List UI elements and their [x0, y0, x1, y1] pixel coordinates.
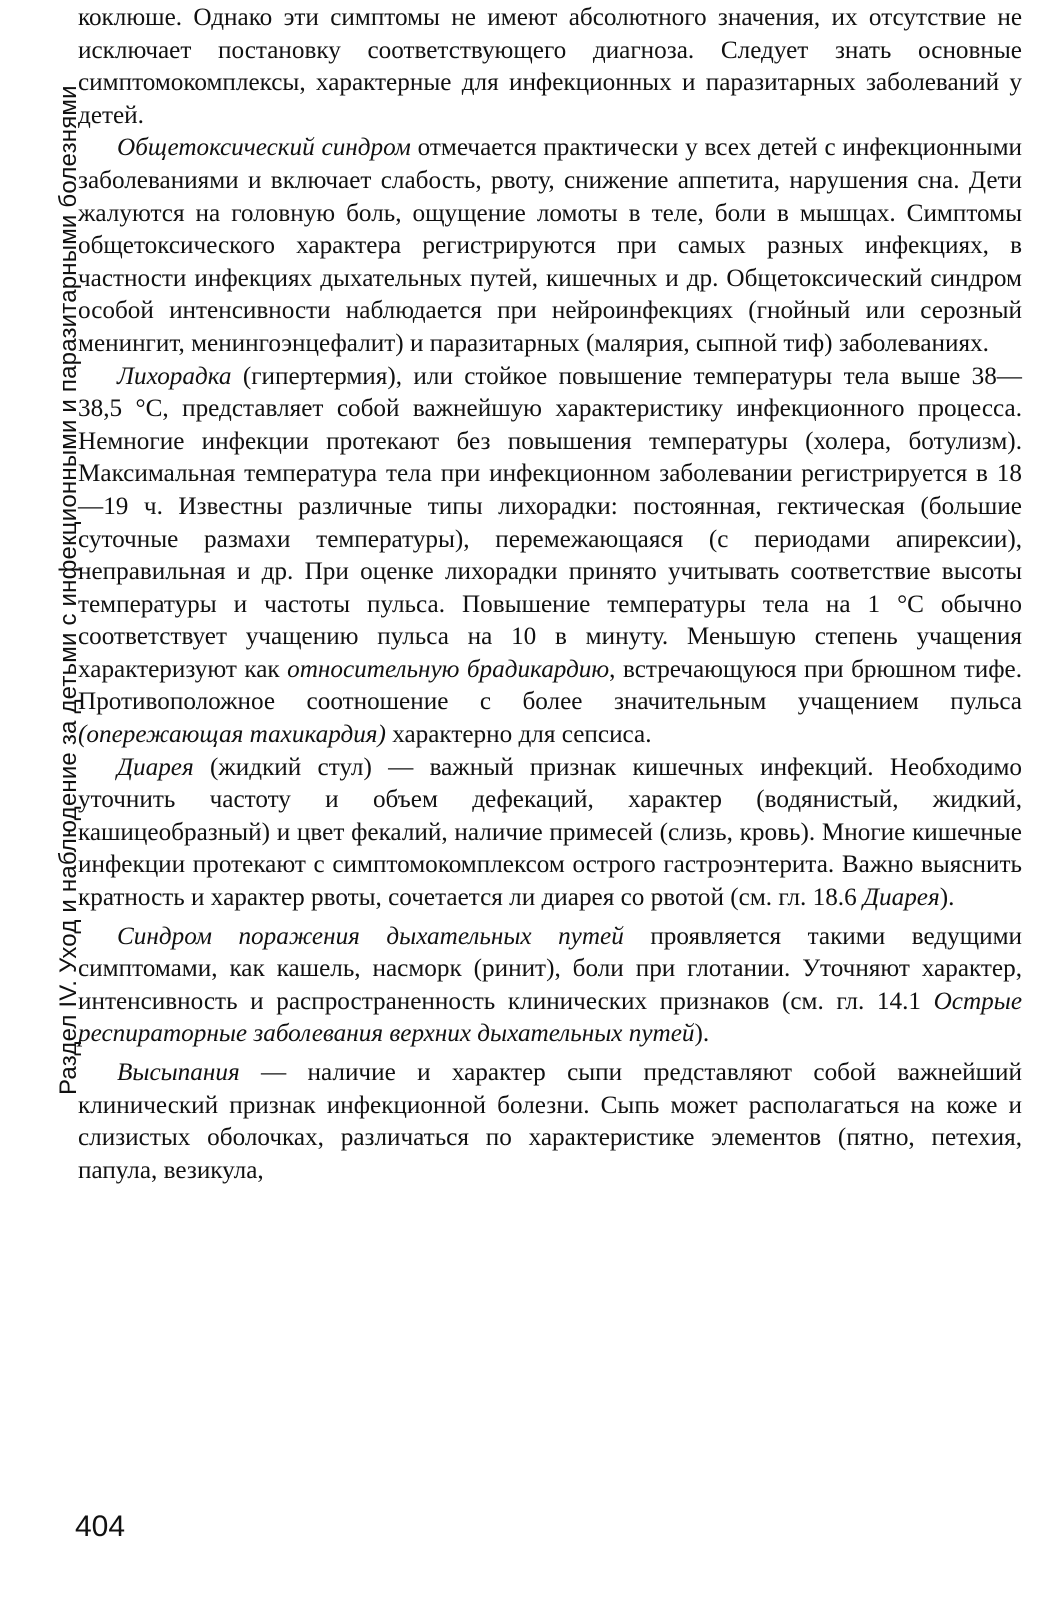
italic-term: Диарея — [117, 753, 194, 781]
paragraph-respiratory-syndrome — [78, 921, 1022, 1051]
paragraph-intoxication-syndrome — [78, 132, 1022, 360]
text-run: отмечается практически у всех детей с инфекционными заболеваниями и включает слабость, рвоту, снижение аппетита, нарушения сна. Дети жалуются на головную боль, ощущение ломоты в теле, боли в мышцах. Симптомы общетоксического характера регистрируются при самых разных инфекциях, в частности инфекциях дыхательных путей, кишечных и др. Общетоксический синдром особой интенсивности наблюдается при нейроинфекциях (гнойный или серозный менингит, менингоэнцефалит) и паразитарных (малярия, сыпной тиф) заболеваниях. — [78, 134, 1022, 357]
paragraph-rash — [78, 1057, 1022, 1187]
italic-term: Общетоксический синдром — [117, 134, 411, 162]
text-run: (жидкий стул) — важный признак кишечных инфекций. Необходимо уточнить частоту и объем дефекаций, характер (водянистый, жидкий, кашицеобразный) и цвет фекалий, наличие примесей (слизь, кровь). Многие кишечные инфекции протекают с симптомокомплексом острого гастроэнтерита. Важно выяснить кратность и характер рвоты, сочетается ли диарея со рвотой (см. гл. 18.6 — [78, 753, 1022, 912]
page-number: 404 — [75, 1510, 126, 1543]
italic-term: Синдром поражения дыхательных путей — [117, 922, 624, 950]
text-run: проявляется такими ведущими симптомами, как кашель, насморк (ринит), боли при глотании. Уточняют характер, интенсивность и распространенность клинических признаков (см. гл. 14.1 — [78, 922, 1023, 1015]
italic-term: (опережающая тахикардия) — [78, 721, 386, 749]
text-run: — наличие и характер сыпи представляют собой важнейший клинический признак инфекционной болезни. Сыпь может располагаться на коже и слизистых оболочках, различаться по характеристике элементов (пятно, петехия, папула, везикула, — [78, 1059, 1022, 1184]
text-run: коклюше. Однако эти симптомы не имеют абсолютного значения, их отсутствие не исключает постановку соответствующего диагноза. Следует знать основные симптомокомплексы, характерные для инфекционных и паразитарных заболеваний у детей. — [78, 4, 1022, 129]
body-text — [78, 2, 1022, 1187]
section-running-header: Раздел IV. Уход и наблюдение за детьми с инфекционными и паразитарными болезнями — [55, 85, 82, 1095]
italic-term: Высыпания — [117, 1059, 240, 1086]
italic-term: Острые респираторные заболевания верхних дыхательных путей — [78, 987, 1022, 1048]
text-run: характерно для сепсиса. — [385, 721, 652, 749]
text-run: ). — [939, 884, 955, 912]
text-run: , встречающуюся при брюшном тифе. Противоположное соотношение с более значительным учащением пульса — [78, 655, 1022, 716]
text-run: ). — [694, 1020, 710, 1048]
text-run: (гипертермия), или стойкое повышение температуры тела выше 38—38,5 °С, представляет собой важнейшую характеристику инфекционного процесса. Немногие инфекции протекают без повышения температуры (холера, ботулизм). Максимальная температура тела при инфекционном заболевании регистрируется в 18—19 ч. Известны различные типы лихорадки: постоянная, гектическая (большие суточные размахи температуры), перемежающаяся (с периодами апирексии), неправильная и др. При оценке лихорадки принято учитывать соответствие высоты температуры и частоты пульса. Повышение температуры тела на 1 °С обычно соответствует учащению пульса на 10 в минуту. Меньшую степень учащения характеризуют как — [78, 362, 1022, 683]
paragraph-fever — [78, 361, 1022, 752]
paragraph-intro — [78, 2, 1022, 132]
paragraph-diarrhea — [78, 752, 1022, 915]
italic-term: Лихорадка — [117, 362, 232, 390]
italic-term: относительную брадикардию — [287, 655, 610, 683]
italic-term: Диарея — [862, 884, 940, 912]
